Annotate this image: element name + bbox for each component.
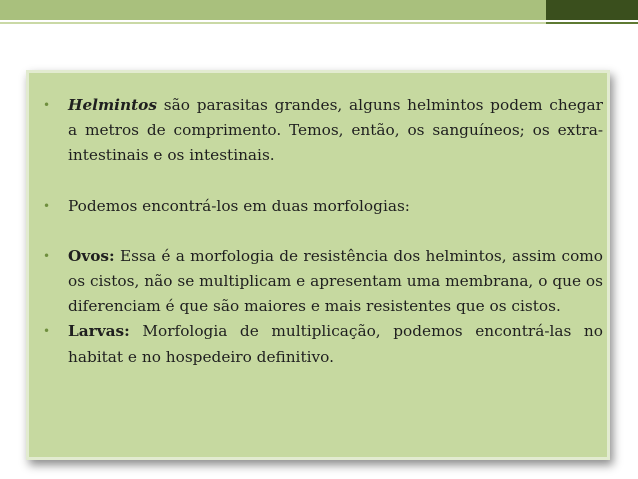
bullet-ovos [43, 244, 603, 320]
bullet-text: Essa é a morfologia de resistência dos helmintos, assim como os cistos, não se multiplicam e apresentam uma membrana, o que os diferenciam é que são maiores e mais resistentes que os cistos. [68, 246, 603, 316]
header-accent-bar [0, 0, 638, 20]
bullet-helmintos [43, 93, 603, 169]
header-accent-block [546, 0, 638, 20]
header-accent-line [0, 22, 638, 24]
bullet-text: Morfologia de multiplicação, podemos encontrá-las no habitat e no hospedeiro definitivo. [68, 322, 603, 366]
header-accent-line-dark [546, 22, 638, 24]
bullet-text: são parasitas grandes, alguns helmintos podem chegar a metros de comprimento. Temos, então, os sanguíneos; os extra-intestinais e os intestinais. [68, 96, 603, 165]
bullet-icon: • [43, 324, 51, 339]
bullet-term: Ovos: [68, 246, 115, 265]
bullet-icon: • [43, 198, 51, 213]
bullet-morfologias [43, 194, 603, 219]
bullet-icon: • [43, 98, 51, 112]
bullet-term: Helmintos [68, 96, 157, 114]
bullet-term: Larvas: [68, 322, 130, 341]
content-panel [26, 70, 610, 460]
bullet-larvas [43, 319, 603, 369]
bullet-list [43, 93, 603, 370]
bullet-text: Podemos encontrá-los em duas morfologias: [68, 196, 410, 215]
bullet-icon: • [43, 248, 51, 263]
